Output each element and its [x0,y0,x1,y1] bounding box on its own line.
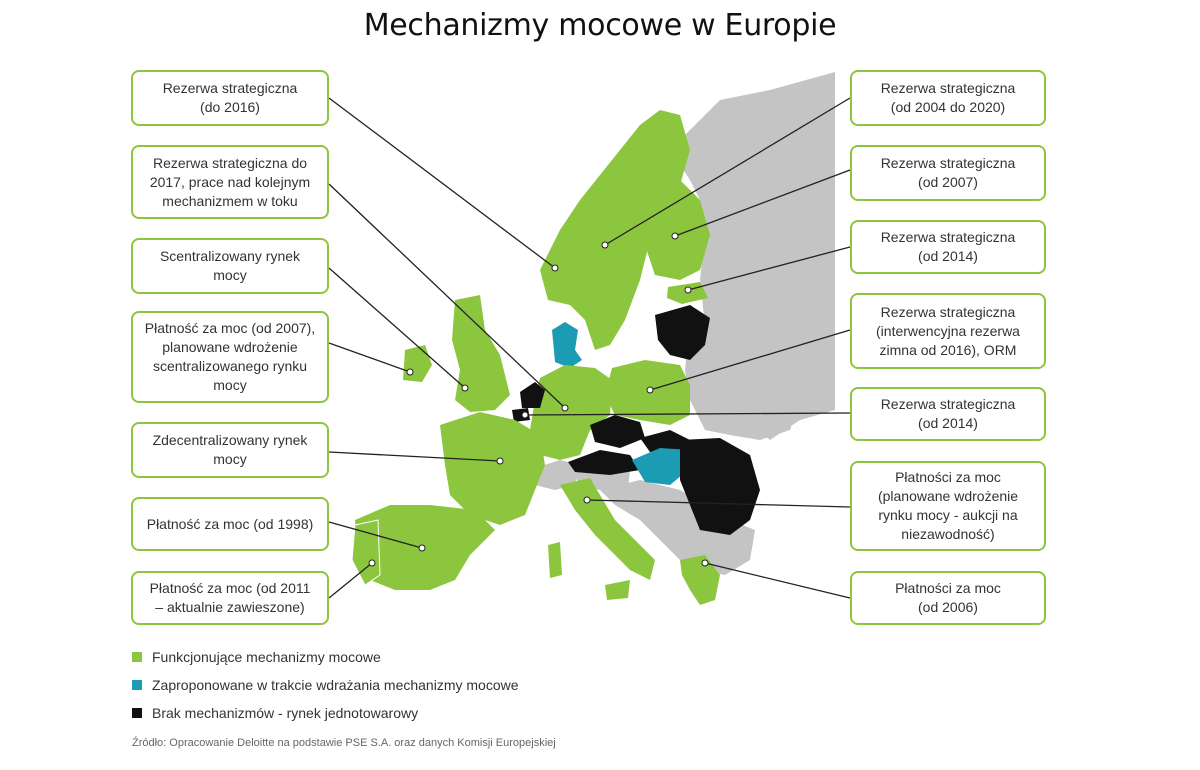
annotation-text: Rezerwa strategiczna do 2017, prace nad kolejnym mechanizmem w toku [149,154,311,209]
annotation-text: Płatność za moc (od 2007), planowane wdrożenie scentralizowanego rynku mocy [144,320,316,393]
legend-label: Brak mechanizmów - rynek jednotowarowy [152,705,419,721]
annotation-text: Rezerwa strategiczna (do 2016) [162,80,298,115]
annotation-right-finland [850,145,1046,201]
annotation-right-estonia [850,220,1046,274]
annotation-right-belgium [850,387,1046,441]
annotation-text: Zdecentralizowany rynek mocy [152,432,308,467]
ireland [403,345,432,382]
annotation-text: Rezerwa strategiczna (od 2014) [880,229,1016,264]
legend-label: Funkcjonujące mechanizmy mocowe [152,649,381,665]
annotation-text: Rezerwa strategiczna (od 2004 do 2020) [880,80,1016,115]
annotation-text: Płatność za moc (od 1998) [146,515,314,532]
great-britain [452,295,510,412]
annotation-right-sweden [850,70,1046,126]
legend-item-proposed [132,671,519,699]
annotation-left-portugal [131,571,329,625]
annotation-left-germany [131,145,329,219]
annotation-text: Rezerwa strategiczna (od 2014) [880,396,1016,431]
sardinia [548,542,562,578]
annotation-right-greece [850,571,1046,625]
annotation-right-poland [850,293,1046,369]
poland [605,360,690,425]
annotation-left-great-britain [131,238,329,294]
legend-swatch-black [132,708,142,718]
annotation-text: Rezerwa strategiczna (od 2007) [880,155,1016,190]
annotation-left-spain [131,497,329,551]
page-title: Mechanizmy mocowe w Europie [363,8,837,43]
legend-item-functioning [132,643,519,671]
denmark [552,322,582,368]
legend-label: Zaproponowane w trakcie wdrażania mechanizmy mocowe [152,677,519,693]
annotation-left-france [131,422,329,478]
legend-item-none [132,699,519,727]
annotation-text: Płatność za moc (od 2011 – aktualnie zawieszone) [149,580,311,615]
annotation-text: Płatności za moc (od 2006) [895,580,1001,615]
germany [530,365,612,460]
map-legend [132,643,519,727]
annotation-left-norway [131,70,329,126]
legend-swatch-green [132,652,142,662]
sicily [605,580,630,600]
legend-swatch-blue [132,680,142,690]
annotation-right-italy [850,461,1046,551]
annotation-text: Scentralizowany rynek mocy [159,248,301,283]
source-note: Źródło: Opracowanie Deloitte na podstawie PSE S.A. oraz danych Komisji Europejskiej [132,737,556,749]
annotation-left-ireland [131,311,329,403]
annotation-text: Rezerwa strategiczna (interwencyjna rezerwa zimna od 2016), ORM [876,303,1020,358]
annotation-text: Płatności za moc (planowane wdrożenie rynku mocy - aukcji na niezawodność) [877,469,1019,542]
